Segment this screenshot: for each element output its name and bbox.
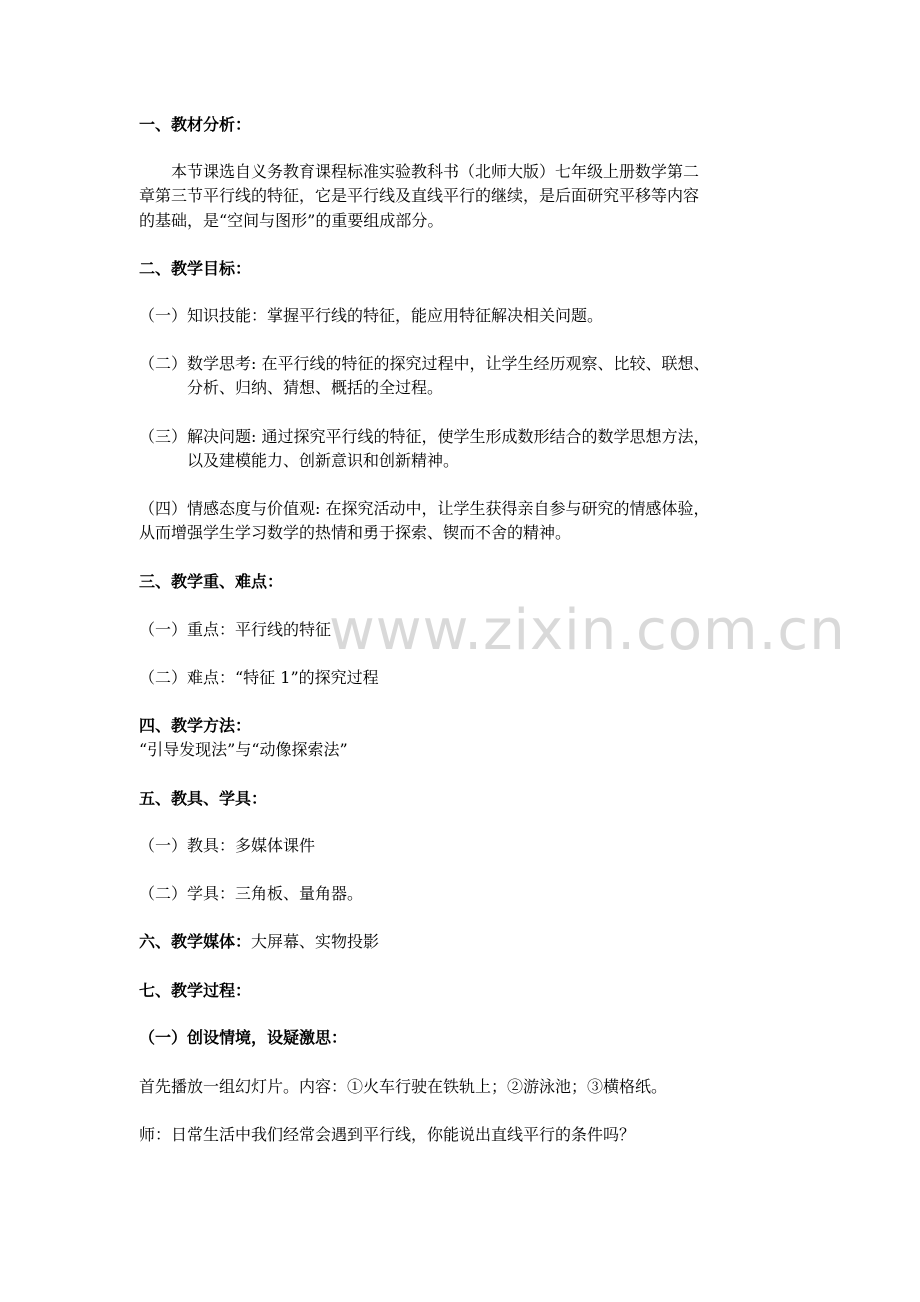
key-point-item: （一）重点：平行线的特征 (139, 620, 332, 639)
teacher-tools-item: （一）教具：多媒体课件 (139, 836, 316, 855)
paragraph-line: 本节课选自义务教育课程标准实验教科书（北师大版）七年级上册数学第二 (171, 162, 700, 181)
goal-item-problem-solving-cont: 以及建模能力、创新意识和创新精神。 (187, 451, 460, 470)
difficult-point-item: （二）难点：“特征 1”的探究过程 (139, 668, 379, 687)
watermark: www.zixin.com.cn (329, 598, 846, 663)
section-heading-teaching-methods: 四、教学方法： (139, 716, 252, 735)
teaching-media-line (139, 930, 379, 954)
goal-item-thinking-cont: 分析、归纳、猜想、概括的全过程。 (187, 378, 444, 397)
section-heading-teaching-tools: 五、教具、学具： (139, 789, 268, 808)
goal-item-attitude: （四）情感态度与价值观: 在探究活动中，让学生获得亲自参与研究的情感体验， (139, 499, 710, 518)
goal-item-thinking: （二）数学思考: 在平行线的特征的探究过程中，让学生经历观察、比较、联想、 (139, 354, 710, 373)
section-heading-teaching-media: 六、教学媒体： (139, 932, 252, 951)
goal-item-attitude-cont: 从而增强学生学习数学的热情和勇于探索、锲而不舍的精神。 (139, 523, 572, 542)
teaching-media-text: 大屏幕、实物投影 (251, 932, 380, 951)
process-paragraph: 师：日常生活中我们经常会遇到平行线，你能说出直线平行的条件吗？ (139, 1125, 636, 1144)
paragraph-line: 的基础，是“空间与图形”的重要组成部分。 (139, 211, 444, 230)
process-paragraph: 首先播放一组幻灯片。内容：①火车行驶在铁轨上；②游泳池；③横格纸。 (139, 1077, 668, 1096)
goal-item-knowledge: （一）知识技能：掌握平行线的特征，能应用特征解决相关问题。 (139, 306, 604, 325)
paragraph-line: 章第三节平行线的特征，它是平行线及直线平行的继续，是后面研究平移等内容 (139, 186, 700, 205)
teaching-methods-text: “引导发现法”与“动像探索法” (139, 740, 348, 759)
goal-item-problem-solving: （三）解决问题: 通过探究平行线的特征，使学生形成数形结合的数学思想方法， (139, 427, 710, 446)
section-heading-textbook-analysis: 一、教材分析： (139, 115, 252, 134)
section-heading-teaching-goals: 二、教学目标： (139, 259, 252, 278)
student-tools-item: （二）学具：三角板、量角器。 (139, 884, 364, 903)
section-heading-teaching-process: 七、教学过程： (139, 981, 252, 1000)
section-heading-key-points: 三、教学重、难点： (139, 572, 284, 591)
subsection-heading-scenario: （一）创设情境，设疑激思： (139, 1028, 348, 1047)
